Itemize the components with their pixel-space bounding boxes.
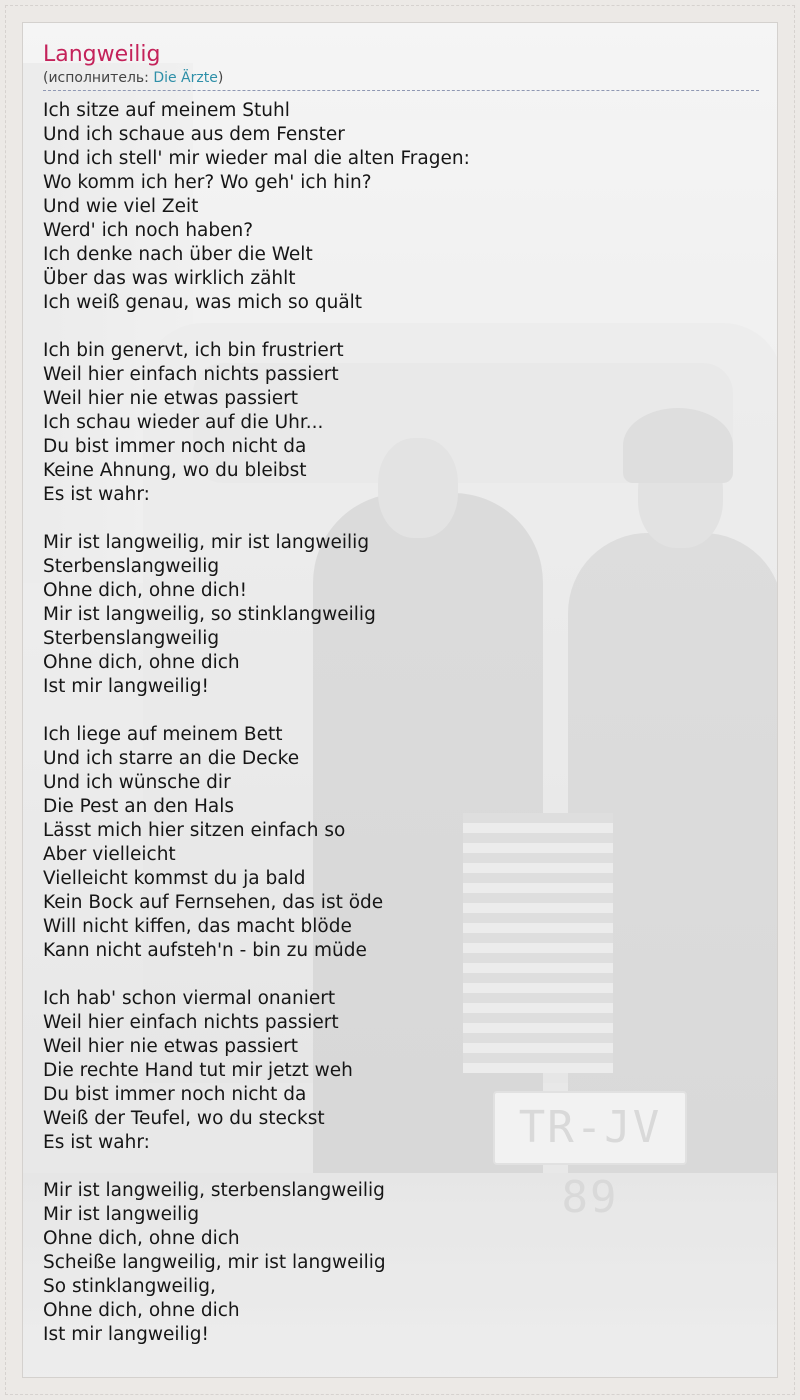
lyric-line: Sterbenslangweilig	[43, 556, 220, 577]
lyric-line: Scheiße langweilig, mir ist langweilig	[43, 1252, 386, 1273]
lyric-line: Weil hier nie etwas passiert	[43, 1036, 298, 1057]
lyric-line: Ohne dich, ohne dich	[43, 1228, 240, 1249]
license-plate: TR-JV 89	[493, 1091, 687, 1165]
lyric-line: Wo komm ich her? Wo geh' ich hin?	[43, 172, 372, 193]
lyric-line: Ich liege auf meinem Bett	[43, 724, 283, 745]
lyric-line: Werd' ich noch haben?	[43, 220, 254, 241]
lyric-line: Ohne dich, ohne dich!	[43, 580, 248, 601]
lyric-line: Will nicht kiffen, das macht blöde	[43, 916, 352, 937]
lyric-line: Mir ist langweilig, so stinklangweilig	[43, 604, 376, 625]
lyric-line: Und ich schaue aus dem Fenster	[43, 124, 345, 145]
lyric-line: Ich hab' schon viermal onaniert	[43, 988, 336, 1009]
stanza	[43, 987, 757, 1155]
lyric-line: Über das was wirklich zählt	[43, 268, 296, 289]
lyrics-content	[23, 23, 777, 1347]
lyric-line: Lässt mich hier sitzen einfach so	[43, 820, 346, 841]
lyric-line: Kein Bock auf Fernsehen, das ist öde	[43, 892, 384, 913]
lyric-line: Es ist wahr:	[43, 1132, 150, 1153]
lyric-line: Mir ist langweilig	[43, 1204, 200, 1225]
lyric-line: Ich schau wieder auf die Uhr...	[43, 412, 324, 433]
lyric-line: Ich bin genervt, ich bin frustriert	[43, 340, 344, 361]
lyric-line: Ist mir langweilig!	[43, 676, 209, 697]
lyrics-text	[43, 99, 757, 1347]
artist-line	[43, 69, 759, 91]
stanza	[43, 99, 757, 315]
lyric-line: Ohne dich, ohne dich	[43, 652, 240, 673]
lyric-line: Weil hier nie etwas passiert	[43, 388, 298, 409]
lyric-line: Kann nicht aufsteh'n - bin zu müde	[43, 940, 367, 961]
lyric-line: Die Pest an den Hals	[43, 796, 234, 817]
lyric-line: Keine Ahnung, wo du bleibst	[43, 460, 307, 481]
lyric-line: Vielleicht kommst du ja bald	[43, 868, 306, 889]
lyric-line: Die rechte Hand tut mir jetzt weh	[43, 1060, 353, 1081]
lyric-line: Weil hier einfach nichts passiert	[43, 364, 339, 385]
artist-suffix: )	[217, 70, 224, 86]
lyric-line: Du bist immer noch nicht da	[43, 436, 307, 457]
lyric-line: Weiß der Teufel, wo du steckst	[43, 1108, 325, 1129]
lyric-line: Und ich stell' mir wieder mal die alten Fragen:	[43, 148, 470, 169]
lyrics-card	[22, 22, 778, 1378]
lyric-line: Ohne dich, ohne dich	[43, 1300, 240, 1321]
lyric-line: Aber vielleicht	[43, 844, 176, 865]
lyric-line: Und ich wünsche dir	[43, 772, 231, 793]
lyric-line: Mir ist langweilig, mir ist langweilig	[43, 532, 370, 553]
lyric-line: Ich denke nach über die Welt	[43, 244, 313, 265]
stanza	[43, 723, 757, 963]
lyric-line: Es ist wahr:	[43, 484, 150, 505]
lyric-line: Ich weiß genau, was mich so quält	[43, 292, 363, 313]
lyric-line: Ist mir langweilig!	[43, 1324, 209, 1345]
lyric-line: Weil hier einfach nichts passiert	[43, 1012, 339, 1033]
lyric-line: Sterbenslangweilig	[43, 628, 220, 649]
artist-prefix: (исполнитель:	[43, 70, 154, 86]
song-title: Langweilig	[43, 42, 161, 67]
lyric-line: Und ich starre an die Decke	[43, 748, 300, 769]
stanza	[43, 339, 757, 507]
lyric-line: So stinklangweilig,	[43, 1276, 216, 1297]
lyric-line: Du bist immer noch nicht da	[43, 1084, 307, 1105]
artist-link[interactable]: Die Ärzte	[153, 70, 218, 86]
lyric-line: Mir ist langweilig, sterbenslangweilig	[43, 1180, 385, 1201]
stanza	[43, 531, 757, 699]
stanza	[43, 1179, 757, 1347]
lyric-line: Ich sitze auf meinem Stuhl	[43, 100, 290, 121]
lyric-line: Und wie viel Zeit	[43, 196, 199, 217]
